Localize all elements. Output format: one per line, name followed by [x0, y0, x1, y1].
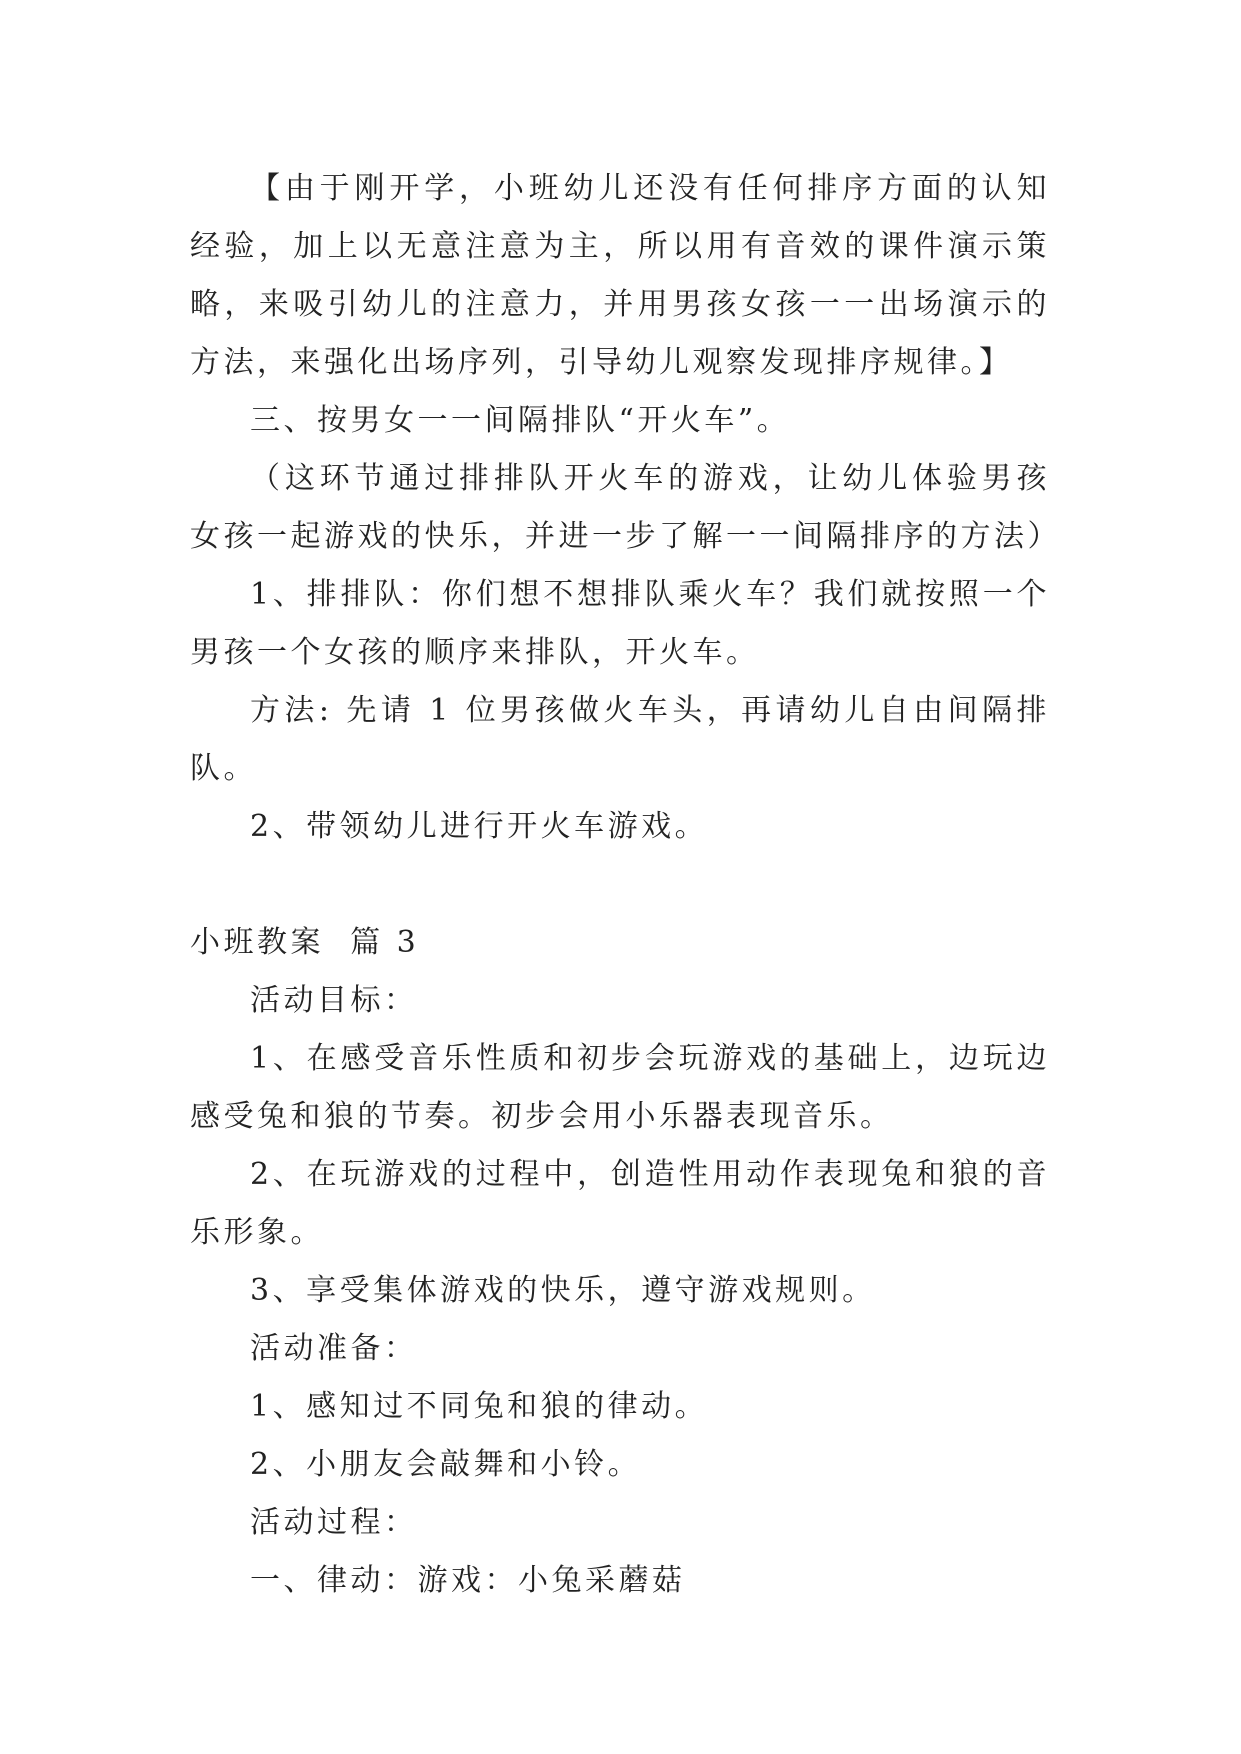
- paragraph-method: 方法: 先请 1 位男孩做火车头，再请幼儿自由间隔排队。: [190, 693, 1050, 786]
- goal-item-2: 2、在玩游戏的过程中，创造性用动作表现兔和狼的音乐形象。: [190, 1157, 1050, 1250]
- section-title: 小班教案 篇 3: [190, 925, 420, 960]
- paragraph-train-game: 2、带领幼儿进行开火车游戏。: [250, 809, 709, 844]
- goal-item-3: 3、享受集体游戏的快乐，遵守游戏规则。: [250, 1273, 876, 1308]
- heading-activity-process: 活动过程：: [250, 1505, 418, 1540]
- section-spacer: [190, 856, 1050, 914]
- process-item-1: 一、律动：游戏：小兔采蘑菇: [250, 1563, 686, 1598]
- goal-item-1: 1、在感受音乐性质和初步会玩游戏的基础上，边玩边感受兔和狼的节奏。初步会用小乐器表现音乐。: [190, 1041, 1050, 1134]
- paragraph-step-three: 三、按男女一一间隔排队“开火车”。: [250, 403, 791, 438]
- preparation-item-2: 2、小朋友会敲舞和小铃。: [250, 1447, 642, 1482]
- heading-activity-goals: 活动目标：: [250, 983, 418, 1018]
- paragraph-line-up: 1、排排队：你们想不想排队乘火车？我们就按照一个男孩一个女孩的顺序来排队，开火车。: [190, 577, 1050, 670]
- document-page: [190, 160, 1061, 1610]
- paragraph-step-three-note: （这环节通过排排队开火车的游戏，让幼儿体验男孩女孩一起游戏的快乐，并进一步了解一一间隔排序的方法）: [190, 461, 1061, 554]
- preparation-item-1: 1、感知过不同兔和狼的律动。: [250, 1389, 709, 1424]
- paragraph-sorting-strategy: 【由于刚开学，小班幼儿还没有任何排序方面的认知经验，加上以无意注意为主，所以用有音效的课件演示策略，来吸引幼儿的注意力，并用男孩女孩一一出场演示的方法，来强化出场序列，引导幼儿观察发现排序规律。】: [190, 171, 1050, 380]
- heading-activity-preparation: 活动准备：: [250, 1331, 418, 1366]
